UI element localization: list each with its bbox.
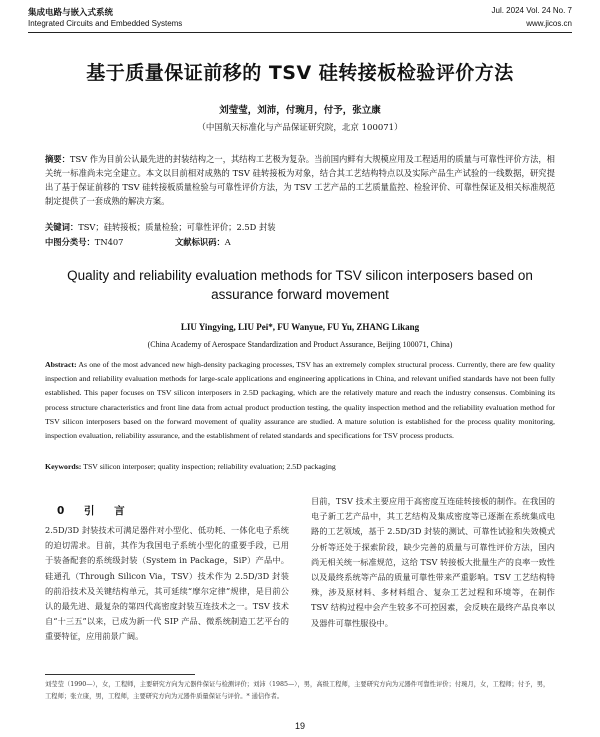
classification-number — [45, 236, 123, 248]
abstract-cn — [45, 152, 555, 208]
abstract-en-label: Abstract: — [45, 360, 77, 369]
keywords-cn-text: TSV；硅转接板；质量检验；可靠性评价；2.5D 封装 — [78, 222, 276, 232]
document-code-label: 文献标识码： — [175, 237, 225, 247]
keywords-cn-label: 关键词： — [45, 222, 79, 232]
keywords-en-text: TSV silicon interposer; quality inspection; reliability evaluation; 2.5D packaging — [83, 462, 336, 471]
abstract-cn-label: 摘要： — [45, 154, 70, 164]
keywords-en-label: Keywords: — [45, 462, 82, 471]
document-code — [175, 236, 231, 248]
keywords-en — [45, 462, 555, 471]
keywords-cn — [45, 221, 555, 233]
body-column-left: 2.5D/3D 封装技术可满足器件对小型化、低功耗、一体化电子系统的迫切需求。目前，其作为我国电子系统小型化的重要手段，已用于装备配套的系统级封装（System in Package，SiP）产品中。硅通孔（Through Silicon Via，TSV）技术作为 2.5D/3D 封装的前沿技术及关键结构单元，其可延续“摩尔定律”规律，是目前公认的最先进、最复杂的第四代高密度封装互连技术之一。TSV 技术自“十三五”以来，已成为新一代 SIP 产品、微系统制造工艺平台的重要特征，应用前景广阔。 — [45, 525, 289, 642]
footnote-divider — [45, 674, 195, 675]
classification-value: TN407 — [94, 237, 124, 247]
section-heading-introduction: 0 引 言 — [57, 505, 133, 517]
header-divider — [28, 32, 572, 33]
body-column-right: 目前，TSV 技术主要应用于高密度互连硅转接板的制作。在我国的电子新工艺产品中，其工艺结构及集成密度等已逐渐在系统集成电路的工艺领域，基于 2.5D/3D 封装的测试、可靠性试验和失效模式分析等还处于探索阶段，缺少完善的质量与可靠性评价方法，国内尚无相关统一标准规范，这给 TSV 转接板大批量生产的良率一致性以及最终系统等产品的质量可靠性带来严重影响。TSV 工艺结构特殊，涉及原材料、多材料组合、复杂工艺过程和环境等，在制作 TSV 结构过程中会产生较多不可控因素，会反映在最终产品良率以及器件可靠性服役中。 — [311, 496, 556, 628]
authors-cn: 刘莹莹，刘沛，付琬月，付予，张立康 — [219, 105, 381, 116]
paper-title-en: Quality and reliability evaluation methods for TSV silicon interposers based on assurance forward movement — [67, 268, 533, 302]
authors-en: LIU Yingying, LIU Pei*, FU Wanyue, FU Yu, ZHANG Likang — [180, 322, 420, 332]
paper-title-cn: 基于质量保证前移的 TSV 硅转接板检验评价方法 — [86, 62, 514, 84]
document-code-value: A — [224, 237, 231, 247]
journal-name-cn: 集成电路与嵌入式系统 — [28, 8, 114, 18]
classification-label: 中图分类号： — [45, 237, 95, 247]
issue-info: Jul. 2024 Vol. 24 No. 7 — [491, 6, 572, 15]
abstract-en — [45, 358, 555, 443]
running-header — [28, 6, 572, 32]
journal-name-en: Integrated Circuits and Embedded Systems — [28, 19, 183, 28]
abstract-cn-text: TSV 作为目前公认最先进的封装结构之一，其结构工艺极为复杂。当前国内鲜有大规模应用及工程适用的质量与可靠性评价方法，相关统一标准尚未完全建立。本文以目前相对成熟的 TSV 硅转接板为对象，结合其工艺结构特点以及实际产品生产试验的一线数据，研究提出了基于保证前移的 TSV 硅转接板质量检验与可靠性评价方法，为 TSV 工艺产品的工艺质量监控、检验评价、可靠性保证及相关标准规范制定提供了一套成熟的解决方案。 — [45, 154, 555, 206]
journal-website: www.jicos.cn — [526, 19, 572, 28]
affiliation-en: (China Academy of Aerospace Standardization and Product Assurance, Beijing 100071, China) — [147, 340, 453, 349]
abstract-en-text: As one of the most advanced new high-density packaging processes, TSV has an extremely complex structural process. Currently, there are few quality inspection and reliability evaluation methods for large-scale applications and engineering applications in China, and relevant unified standards have not been fully established. This paper focuses on TSV silicon interposers in 2.5D packaging, which are the relatively mature and reach the industry consensus. Combining its process structure characteristics and front line data from actual product production testing, the quality inspection method and the reliability evaluation method for TSV silicon interposers based on the forward movement of quality assurance are studied. A mature solution is established for the process quality monitoring, inspection evaluation, reliability assurance, and the establishment of related standards and specifications for TSV process products. — [45, 360, 556, 441]
author-footnote: 刘莹莹（1990—），女，工程师，主要研究方向为元器件保证与检测评价；刘沛（1985—），男，高级工程师，主要研究方向为元器件可靠性评价；付琬月，女，工程师；付予，男，工程师；张立康，男，工程师，主要研究方向为元器件质量保证与评价。* 通信作者。 — [45, 681, 550, 700]
page-number: 19 — [294, 721, 305, 731]
affiliation-cn: （中国航天标准化与产品保证研究院，北京 100071） — [197, 123, 403, 133]
